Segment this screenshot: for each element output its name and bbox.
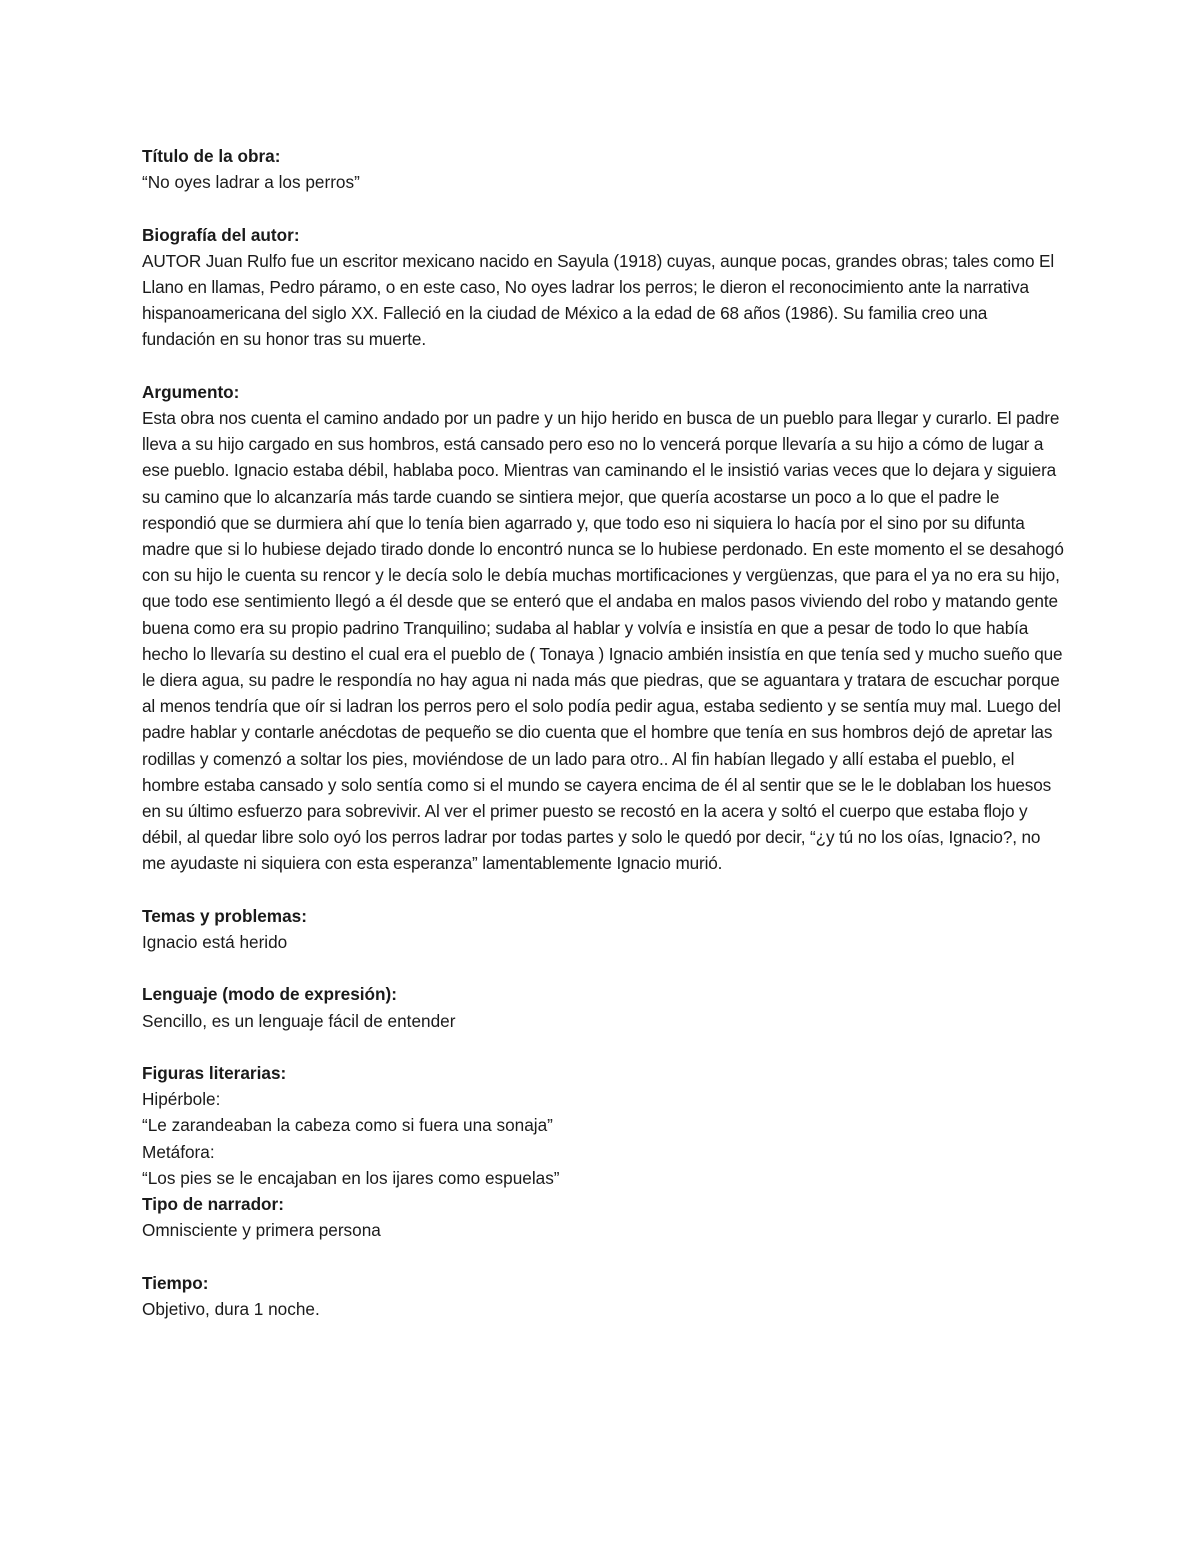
titulo-value: “No oyes ladrar a los perros”	[142, 172, 360, 193]
tiempo-value: Objetivo, dura 1 noche.	[142, 1298, 320, 1319]
spacer	[142, 955, 1064, 981]
biografia-label: Biografía del autor:	[142, 224, 300, 245]
lenguaje-value: Sencillo, es un lenguaje fácil de entender	[142, 1010, 456, 1031]
spacer	[142, 1243, 1064, 1269]
spacer	[142, 1034, 1064, 1060]
argumento-text: Esta obra nos cuenta el camino andado por un padre y un hijo herido en busca de un pueblo para llegar y curarlo. El padre lleva a su hijo cargado en sus hombros, está cansado pero eso no lo vencerá porque llevaría a su hijo a cómo de lugar a ese pueblo. Ignacio estaba débil, hablaba poco. Mientras van caminando el le insistió varias veces que lo dejara y siguiera su camino que lo alcanzaría más tarde cuando se sintiera mejor, que quería acostarse un poco a lo que el padre le respondió que se durmiera ahí que lo tenía bien agarrado y, que todo eso ni siquiera lo hacía por el sino por su difunta madre que si lo hubiese dejado tirado donde lo encontró nunca se lo hubiese perdonado. En este momento el se desahogó con su hijo le cuenta su rencor y le decía solo le debía muchas mortificaciones y vergüenzas, que para el ya no era su hijo, que todo ese sentimiento llegó a él desde que se enteró que el andaba en malos pasos viviendo del robo y matando gente buena como era su propio padrino Tranquilino; sudaba al hablar y volvía e insistía en que a pesar de todo lo que había hecho lo llevaría su destino el cual era el pueblo de ( Tonaya ) Ignacio ambién insistía en que tenía sed y mucho sueño que le diera agua, su padre le respondía no hay agua ni nada más que piedras, que se aguantara y tratara de escuchar porque al menos tendría que oír si ladran los perros pero el solo podía pedir agua, estaba sediento y se sentía muy mal. Luego del padre hablar y contarle anécdotas de pequeño se dio cuenta que el hombre que tenía en sus hombros dejó de apretar las rodillas y comenzó a soltar los pies, moviéndose de un lado para otro.. Al fin habían llegado y allí estaba el pueblo, el hombre estaba cansado y solo sentía como si el mundo se cayera encima de él al sentir que se le le doblaban los huesos en su último esfuerzo para sobrevivir. Al ver el primer puesto se recostó en la acera y soltó el cuerpo que estaba flojo y débil, al quedar libre solo oyó los perros ladrar por todas partes y solo le quedó por decir, “¿y tú no los oías, Ignacio?, no me ayudaste ni siquiera con esta esperanza” lamentablemente Ignacio murió.	[142, 408, 1064, 874]
temas-label: Temas y problemas:	[142, 905, 307, 926]
biografia-text: AUTOR Juan Rulfo fue un escritor mexicano nacido en Sayula (1918) cuyas, aunque pocas, grandes obras; tales como El Llano en llamas, Pedro páramo, o en este caso, No oyes ladrar los perros; le dieron el reconocimiento ante la narrativa hispanoamericana del siglo XX. Falleció en la ciudad de México a la edad de 68 años (1986). Su familia creo una fundación en su honor tras su muerte.	[142, 250, 1055, 350]
document-body	[142, 143, 1064, 1322]
narrador-label: Tipo de narrador:	[142, 1194, 284, 1215]
metafora-quote: “Los pies se le encajaban en los ijares como espuelas”	[142, 1167, 560, 1188]
argumento-label: Argumento:	[142, 381, 240, 402]
spacer	[142, 877, 1064, 903]
spacer	[142, 353, 1064, 379]
metafora-label: Metáfora:	[142, 1141, 215, 1162]
lenguaje-label: Lenguaje (modo de expresión):	[142, 984, 397, 1005]
temas-value: Ignacio está herido	[142, 932, 288, 953]
titulo-label: Título de la obra:	[142, 146, 281, 166]
spacer	[142, 195, 1064, 221]
figuras-label: Figuras literarias:	[142, 1063, 287, 1084]
tiempo-label: Tiempo:	[142, 1272, 209, 1293]
hiperbole-quote: “Le zarandeaban la cabeza como si fuera una sonaja”	[142, 1115, 553, 1136]
narrador-value: Omnisciente y primera persona	[142, 1220, 381, 1241]
hiperbole-label: Hipérbole:	[142, 1089, 221, 1110]
